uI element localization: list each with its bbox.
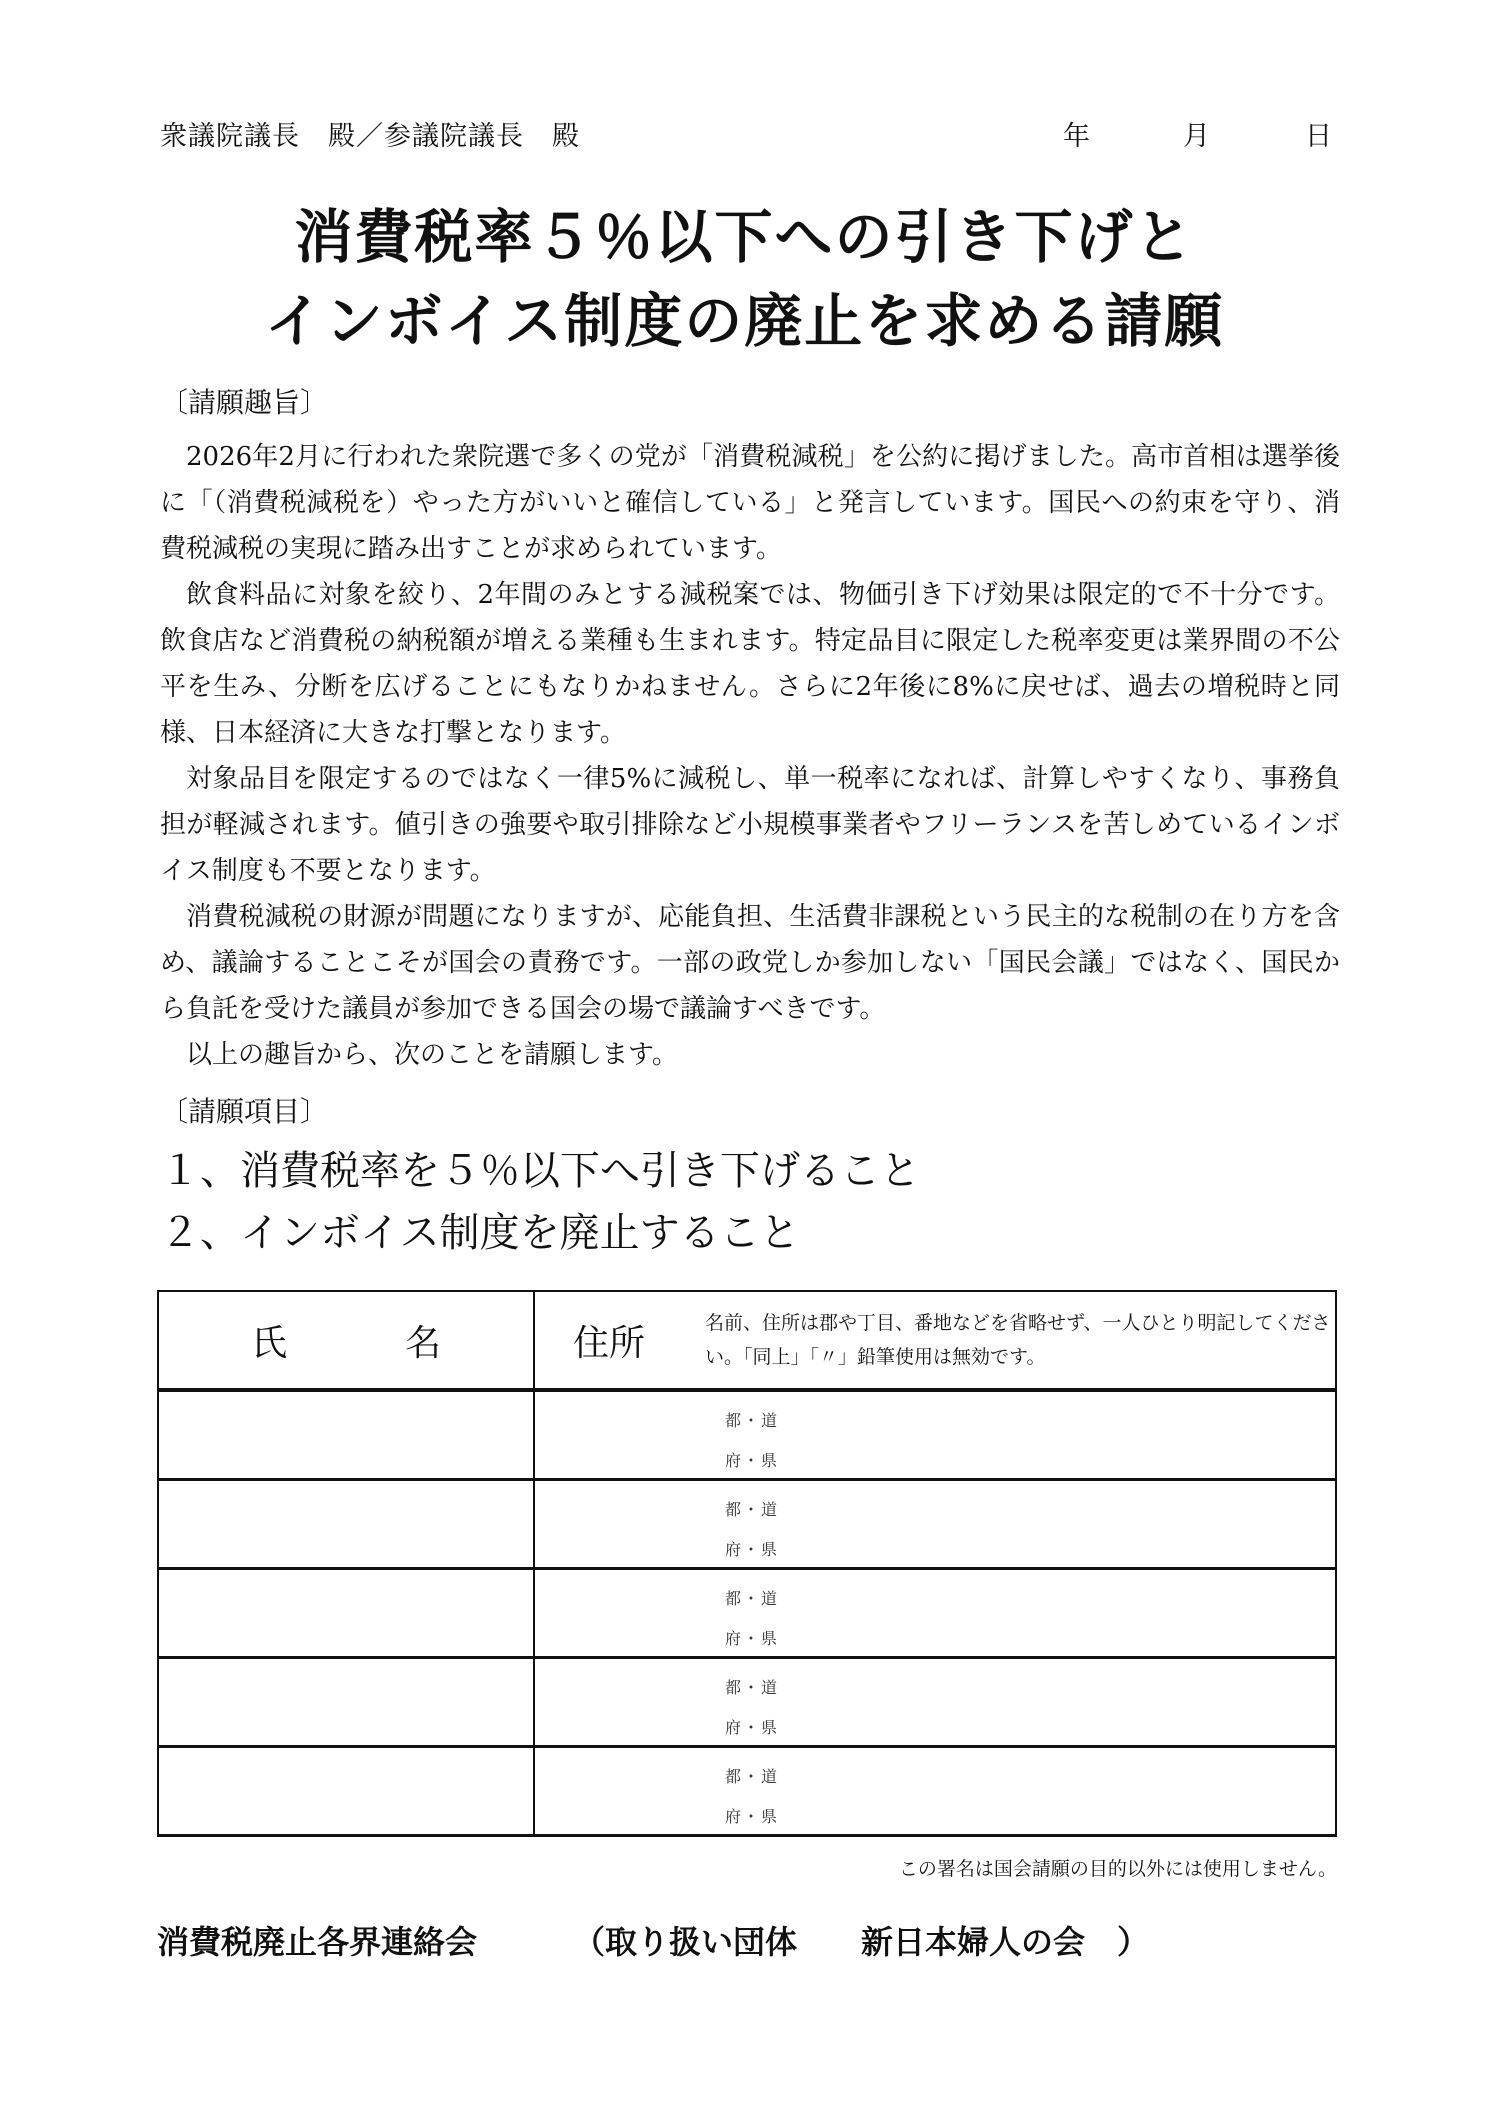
prefecture-label: 府・県 xyxy=(725,1540,780,1559)
prefecture-label: 都・道 xyxy=(725,1678,780,1697)
signature-row xyxy=(158,1569,1336,1658)
prefecture-label: 都・道 xyxy=(725,1411,780,1430)
signature-row xyxy=(158,1658,1336,1747)
address-field[interactable] xyxy=(534,1569,1336,1658)
purpose-paragraph: 飲食料品に対象を絞り、2年間のみとする減税案では、物価引き下げ効果は限定的で不十分です。飲食店など消費税の納税額が増える業種も生まれます。特定品目に限定した税率変更は業界間の不公平を生み、分断を広げることにもなりかねません。さらに2年後に8%に戻せば、過去の増税時と同様、日本経済に大きな打撃となります。 xyxy=(160,580,1340,748)
petition-item: ２、インボイス制度を廃止すること xyxy=(160,1210,800,1256)
items-heading: 〔請願項目〕 xyxy=(160,1095,329,1128)
address-header-label xyxy=(535,1315,685,1366)
prefecture-label: 都・道 xyxy=(725,1589,780,1608)
date-month-label: 月 xyxy=(1183,121,1210,152)
title-line-2: インボイス制度の廃止を求める請願 xyxy=(264,287,1225,355)
handler-label: （取り扱い団体 xyxy=(573,1923,798,1961)
name-header-char: 氏 xyxy=(251,1322,288,1364)
prefecture-label: 都・道 xyxy=(725,1767,780,1786)
name-header-char: 名 xyxy=(404,1322,441,1364)
purpose-paragraph: 以上の趣旨から、次のことを請願します。 xyxy=(186,1040,678,1070)
organizer-name: 消費税廃止各界連絡会 xyxy=(157,1923,478,1961)
address-field[interactable] xyxy=(534,1658,1336,1747)
signature-table-header xyxy=(158,1291,1336,1390)
handler-name: 新日本婦人の会 ） xyxy=(861,1923,1150,1961)
purpose-heading: 〔請願趣旨〕 xyxy=(160,386,329,419)
petition-title xyxy=(0,195,1489,363)
petition-item: １、消費税率を５％以下へ引き下げること xyxy=(160,1148,920,1194)
signature-instructions: 名前、住所は郡や丁目、番地などを省略せず、一人ひとり明記してください。「同上」「〃」鉛筆使用は無効です。 xyxy=(705,1312,1331,1368)
footer-organizations xyxy=(157,1917,1149,1963)
prefecture-label: 府・県 xyxy=(725,1718,780,1737)
date-year-label: 年 xyxy=(1063,121,1090,152)
address-field[interactable] xyxy=(534,1390,1336,1480)
prefecture-label: 府・県 xyxy=(725,1451,780,1470)
signature-row xyxy=(158,1480,1336,1569)
address-header-char: 住 xyxy=(573,1322,610,1364)
purpose-body xyxy=(160,434,1340,1078)
prefecture-label: 府・県 xyxy=(725,1807,780,1826)
name-field[interactable] xyxy=(158,1658,534,1747)
prefecture-label: 府・県 xyxy=(725,1629,780,1648)
privacy-note: この署名は国会請願の目的以外には使用しません。 xyxy=(898,1858,1337,1880)
address-column-header xyxy=(534,1291,1336,1390)
signature-row xyxy=(158,1390,1336,1480)
signature-table xyxy=(157,1290,1337,1837)
signature-row xyxy=(158,1747,1336,1836)
address-field[interactable] xyxy=(534,1747,1336,1836)
purpose-paragraph: 対象品目を限定するのではなく一律5%に減税し、単一税率になれば、計算しやすくなり、事務負担が軽減されます。値引きの強要や取引排除など小規模事業者やフリーランスを苦しめているインボイス制度も不要となります。 xyxy=(160,764,1340,886)
address-header-char: 所 xyxy=(609,1322,646,1364)
prefecture-label: 都・道 xyxy=(725,1500,780,1519)
purpose-paragraph: 2026年2月に行われた衆院選で多くの党が「消費税減税」を公約に掲げました。高市首相は選挙後に「（消費税減税を）やった方がいいと確信している」と発言しています。国民への約束を守り、消費税減税の実現に踏み出すことが求められています。 xyxy=(160,442,1340,564)
title-line-1: 消費税率５％以下への引き下げと xyxy=(294,203,1195,271)
petition-items xyxy=(160,1140,920,1264)
name-field[interactable] xyxy=(158,1747,534,1836)
name-field[interactable] xyxy=(158,1390,534,1480)
date-day-label: 日 xyxy=(1305,121,1332,152)
addressee: 衆議院議長 殿／参議院議長 殿 xyxy=(160,121,580,152)
purpose-paragraph: 消費税減税の財源が問題になりますが、応能負担、生活費非課税という民主的な税制の在り方を含め、議論することこそが国会の責務です。一部の政党しか参加しない「国民会議」ではなく、国民から負託を受けた議員が参加できる国会の場で議論すべきです。 xyxy=(160,902,1340,1024)
address-field[interactable] xyxy=(534,1480,1336,1569)
name-column-header xyxy=(158,1291,534,1390)
name-field[interactable] xyxy=(158,1569,534,1658)
name-field[interactable] xyxy=(158,1480,534,1569)
